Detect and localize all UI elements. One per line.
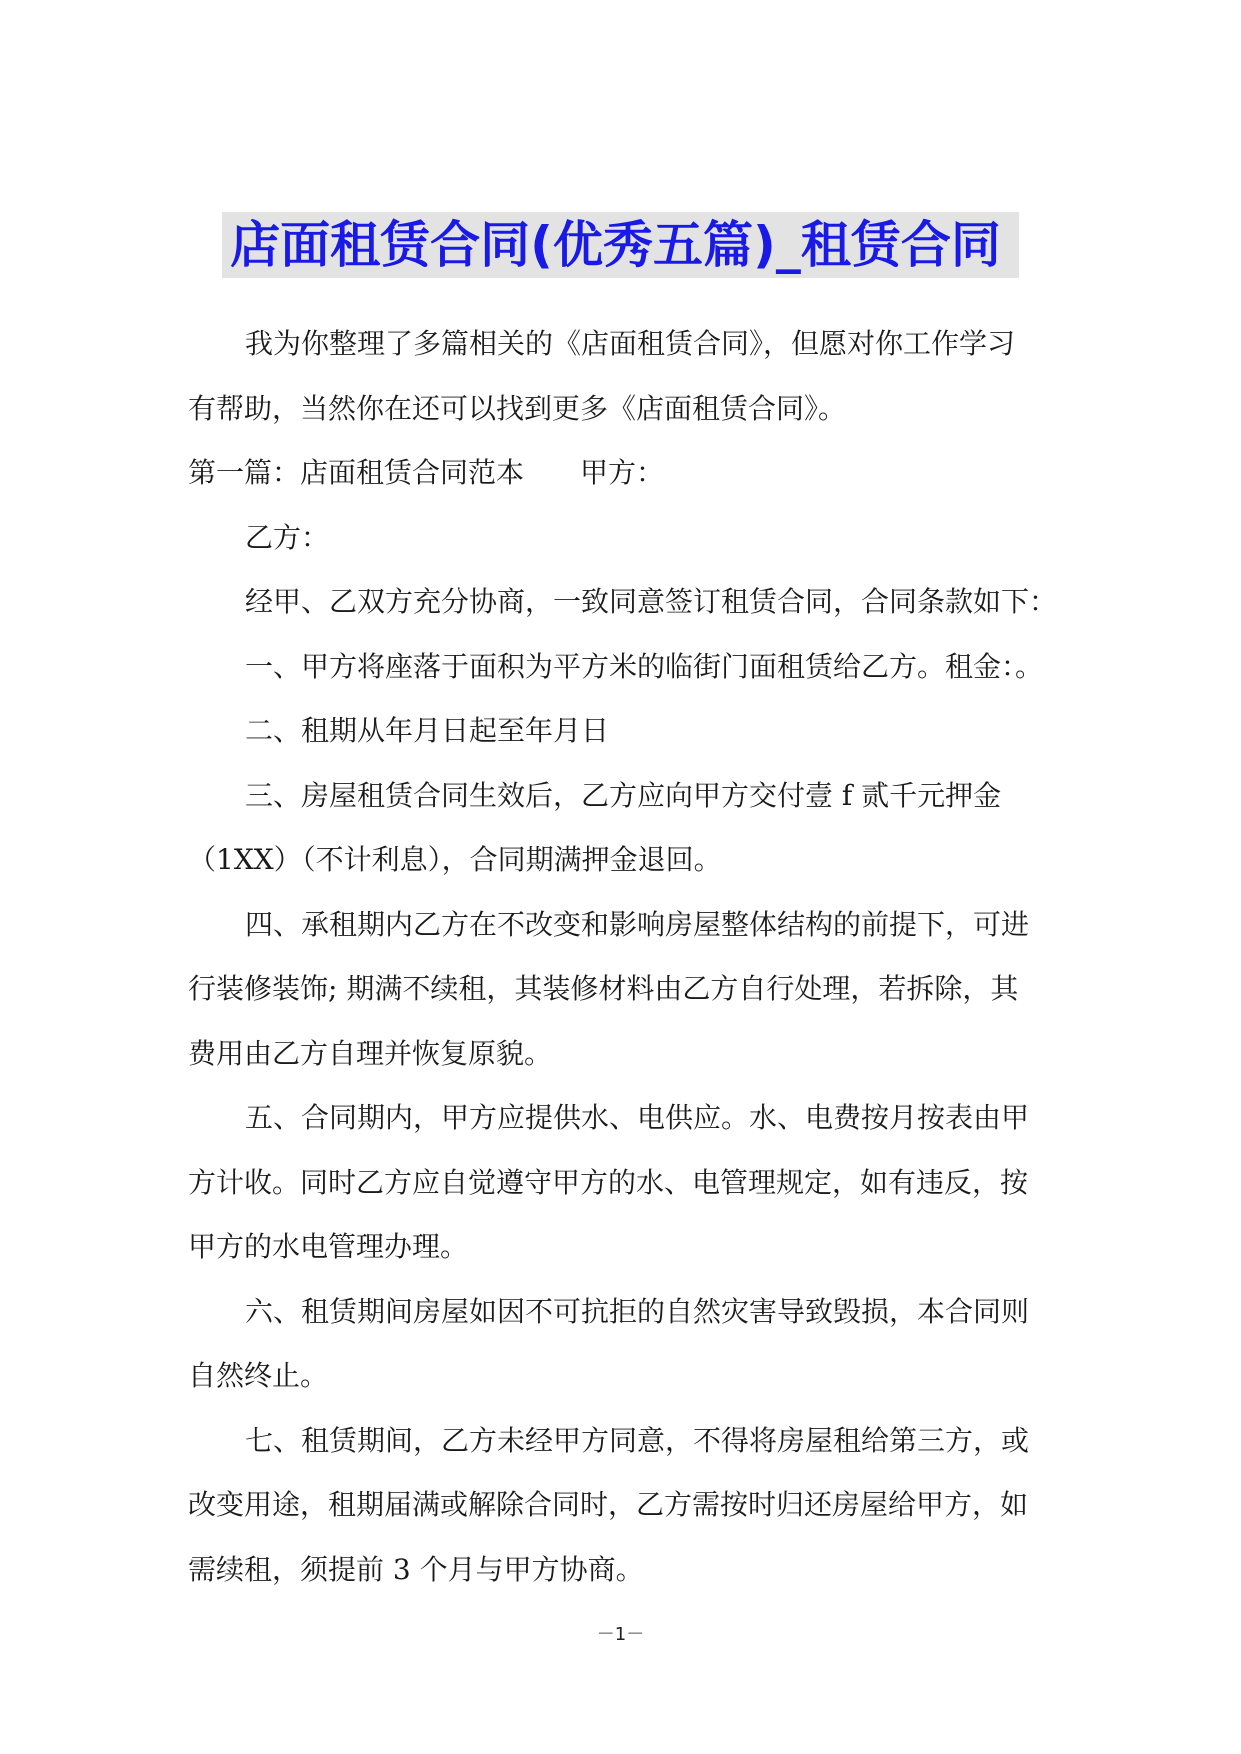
paragraph-line: （1XX）（不计利息），合同期满押金退回。 — [188, 843, 722, 876]
page-number: －1－ — [596, 1624, 645, 1645]
paragraph-line: 费用由乙方自理并恢复原貌。 — [188, 1036, 553, 1070]
paragraph-line: 需续租，须提前 3 个月与甲方协商。 — [188, 1552, 644, 1586]
paragraph-line: 第一篇：店面租赁合同范本 甲方： — [188, 456, 665, 489]
paragraph-line: 自然终止。 — [188, 1359, 329, 1392]
paragraph-line: 一、甲方将座落于面积为平方米的临街门面租赁给乙方。租金：。 — [245, 649, 1044, 683]
paragraph-line: 七、租赁期间，乙方未经甲方同意，不得将房屋租给第三方，或 — [245, 1423, 1030, 1457]
paragraph-line: 二、租期从年月日起至年月日 — [245, 714, 610, 747]
title-container — [0, 212, 1241, 278]
paragraph-line: 改变用途，租期届满或解除合同时，乙方需按时归还房屋给甲方，如 — [188, 1488, 1029, 1521]
paragraph-line: 四、承租期内乙方在不改变和影响房屋整体结构的前提下，可进 — [245, 907, 1030, 941]
paragraph-line: 我为你整理了多篇相关的《店面租赁合同》，但愿对你工作学习 — [245, 327, 1016, 360]
document-body — [188, 312, 1058, 1602]
paragraph-line: 三、房屋租赁合同生效后，乙方应向甲方交付壹 f 贰千元押金 — [245, 778, 1002, 812]
paragraph-line: 有帮助，当然你在还可以找到更多《店面租赁合同》。 — [188, 391, 847, 425]
paragraph-line: 五、合同期内，甲方应提供水、电供应。水、电费按月按表由甲 — [245, 1101, 1030, 1134]
document-title: 店面租赁合同(优秀五篇)_租赁合同 — [222, 212, 1019, 278]
paragraph-line: 经甲、乙双方充分协商，一致同意签订租赁合同，合同条款如下： — [245, 585, 1058, 618]
paragraph-line: 六、租赁期间房屋如因不可抗拒的自然灾害导致毁损，本合同则 — [245, 1294, 1030, 1328]
paragraph-line: 甲方的水电管理办理。 — [188, 1230, 469, 1263]
paragraph-line: 方计收。同时乙方应自觉遵守甲方的水、电管理规定，如有违反，按 — [188, 1165, 1029, 1199]
paragraph-line: 行装修装饰; 期满不续租，其装修材料由乙方自行处理，若拆除，其 — [188, 972, 1019, 1005]
paragraph-line: 乙方： — [245, 520, 330, 554]
